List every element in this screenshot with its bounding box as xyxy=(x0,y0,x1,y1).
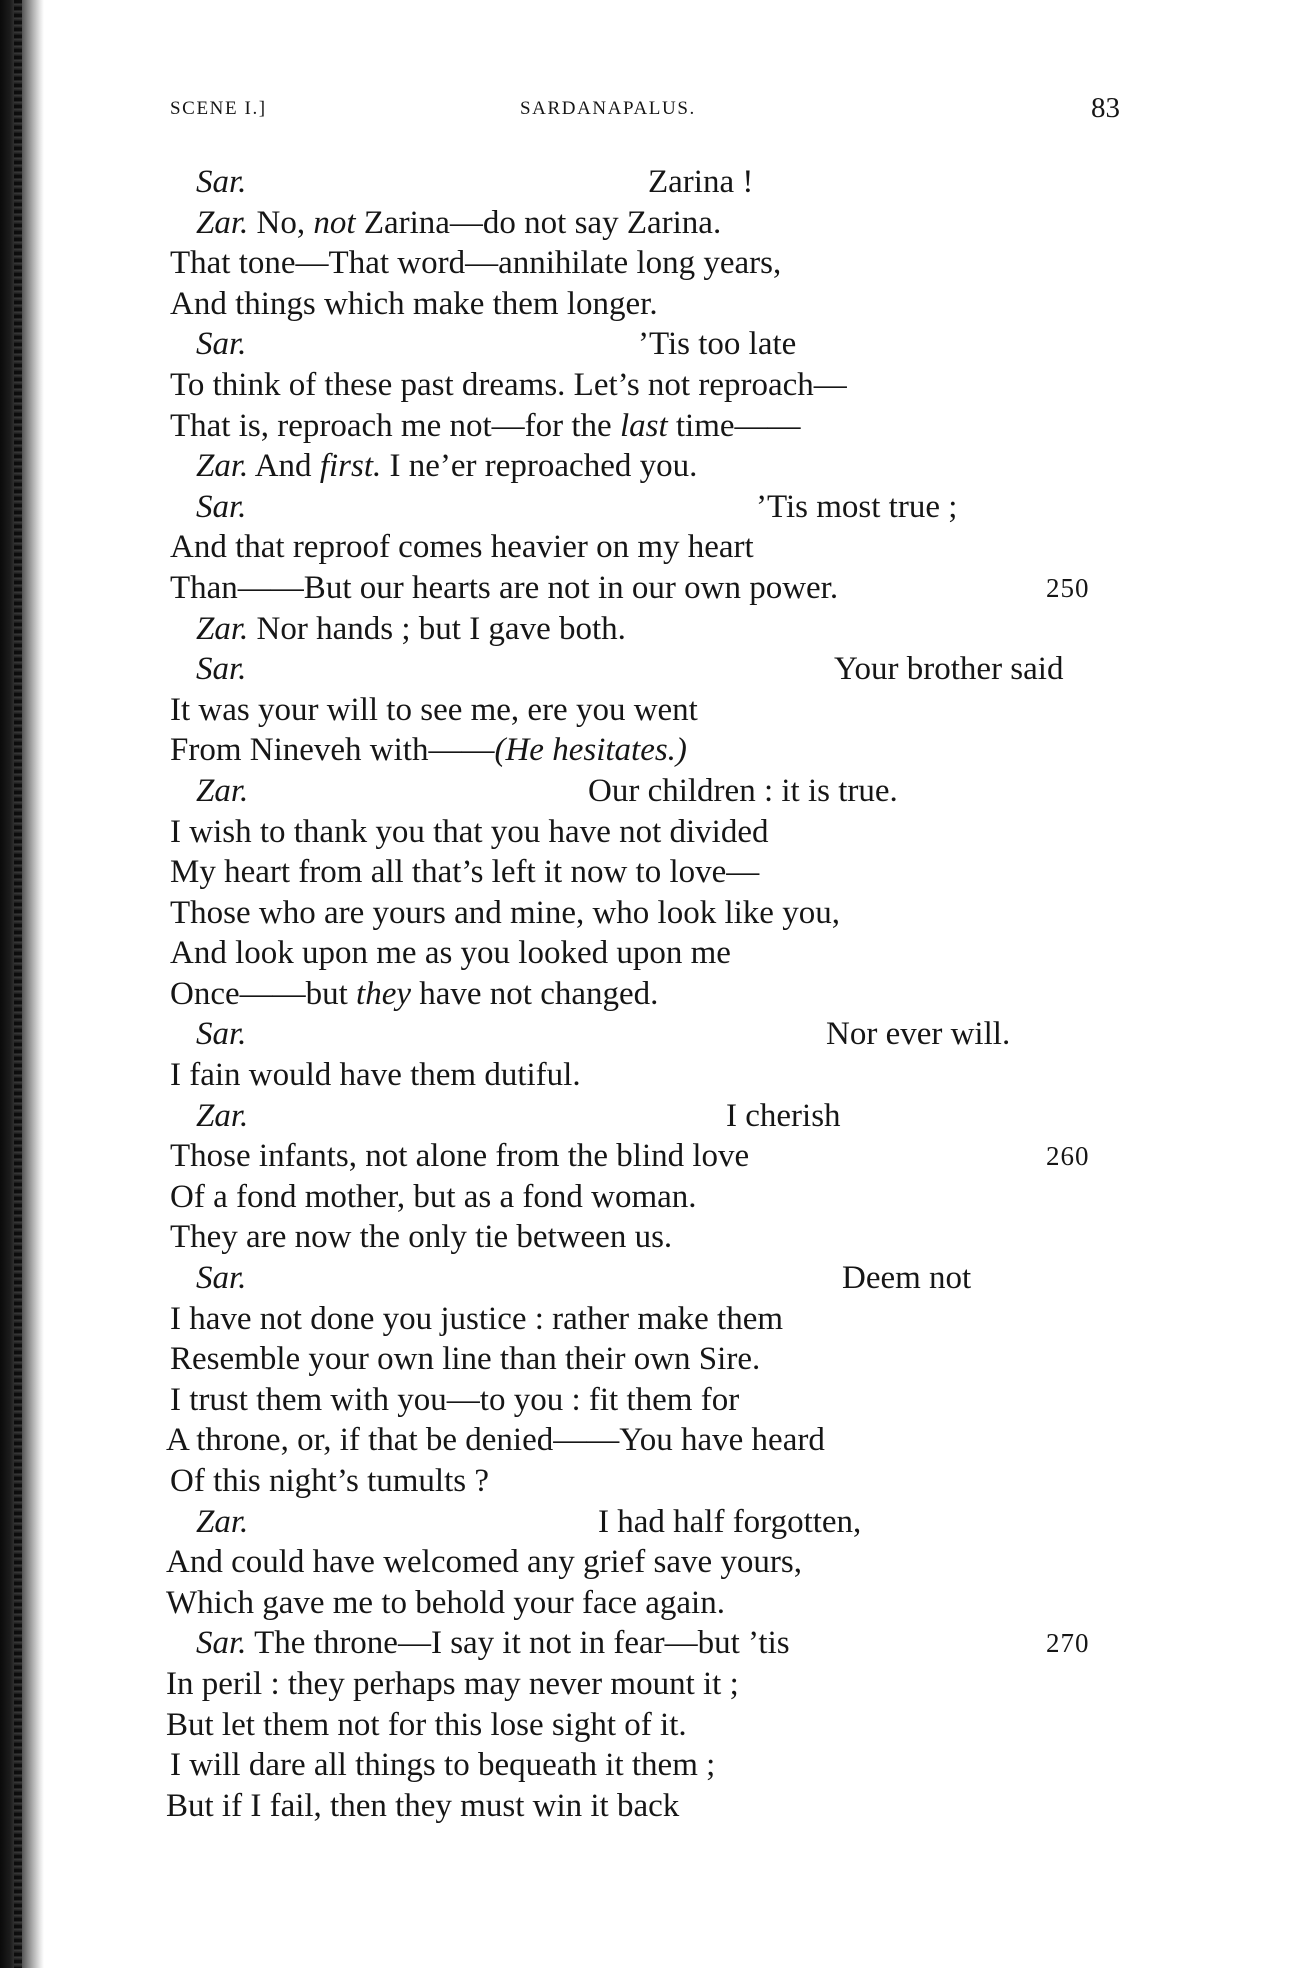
verse-text-group xyxy=(196,446,697,487)
verse-line xyxy=(166,1339,1126,1380)
verse-text: My heart from all that’s left it now to love— xyxy=(170,854,760,891)
verse-text: Than——But our hearts are not in our own power. xyxy=(170,569,839,606)
verse-line xyxy=(166,852,1126,893)
running-title: SARDANAPALUS. xyxy=(520,98,696,119)
verse-line xyxy=(166,284,1126,325)
verse-line xyxy=(166,1705,1126,1746)
verse-line xyxy=(166,406,1126,447)
verse-text: Once——but xyxy=(170,975,357,1012)
verse-line xyxy=(166,324,1126,365)
verse-line xyxy=(166,609,1126,650)
verse-text: A throne, or, if that be denied——You have heard xyxy=(166,1422,825,1459)
speaker-label: Sar. xyxy=(196,1260,247,1297)
verse-text: I trust them with you—to you : fit them for xyxy=(170,1381,740,1418)
speaker-label: Zar. xyxy=(196,772,249,809)
speaker-label: Zar. xyxy=(196,204,249,241)
verse-text-group xyxy=(170,730,687,771)
verse-text: To think of these past dreams. Let’s not reproach— xyxy=(170,366,847,403)
verse-line xyxy=(166,771,1126,812)
verse-text: Deem not xyxy=(842,1260,972,1297)
verse-text: It was your will to see me, ere you went xyxy=(170,691,698,728)
verse-text: Our children : it is true. xyxy=(588,772,898,809)
verse-line xyxy=(166,690,1126,731)
speaker-label: Zar. xyxy=(196,1503,249,1540)
line-number: 270 xyxy=(1046,1628,1090,1659)
verse-line xyxy=(166,1096,1126,1137)
verse-text: Of a fond mother, but as a fond woman. xyxy=(170,1178,697,1215)
verse-line xyxy=(166,1014,1126,1055)
verse-text: I cherish xyxy=(726,1097,841,1134)
speaker-label: Zar. xyxy=(196,1097,249,1134)
verse-text: I fain would have them dutiful. xyxy=(170,1057,581,1094)
verse-line xyxy=(166,568,1126,609)
line-number: 260 xyxy=(1046,1141,1090,1172)
verse-text: I will dare all things to bequeath it them ; xyxy=(170,1747,716,1784)
verse-line xyxy=(166,1177,1126,1218)
verse-text: In peril : they perhaps may never mount it ; xyxy=(166,1665,739,1702)
verse-line xyxy=(166,527,1126,568)
speaker-label: Sar. xyxy=(196,326,247,363)
line-number: 250 xyxy=(1046,572,1090,603)
verse-text: Those who are yours and mine, who look like you, xyxy=(170,894,840,931)
verse-text: Of this night’s tumults ? xyxy=(170,1463,490,1499)
verse-text-group xyxy=(196,203,721,244)
verse-line xyxy=(166,446,1126,487)
verse-line xyxy=(166,1502,1126,1543)
verse-text: I have not done you justice : rather make them xyxy=(170,1300,784,1337)
verse-text: I wish to thank you that you have not divided xyxy=(170,813,769,850)
verse-text: The throne—I say it not in fear—but ’tis xyxy=(246,1625,790,1662)
verse-text: I ne’er reproached you. xyxy=(381,448,698,485)
verse-text-group xyxy=(196,609,626,650)
verse-text: Which gave me to behold your face again. xyxy=(166,1584,725,1621)
verse-line xyxy=(166,933,1126,974)
book-gutter-shadow xyxy=(0,0,44,1968)
verse-line xyxy=(166,812,1126,853)
speaker-label: Zar. xyxy=(196,610,249,647)
verse-line xyxy=(166,162,1126,203)
speaker-label: Zar. xyxy=(196,448,249,485)
speaker-label: Sar. xyxy=(196,651,247,688)
verse-line xyxy=(166,974,1126,1015)
verse-line xyxy=(166,1420,1126,1461)
verse-text: That tone—That word—annihilate long years, xyxy=(170,245,782,282)
verse-line xyxy=(166,1664,1126,1705)
verse-text: Those infants, not alone from the blind love xyxy=(170,1138,750,1175)
verse-line xyxy=(166,365,1126,406)
book-spine-edge xyxy=(14,0,22,1968)
verse-text: But let them not for this lose sight of it. xyxy=(166,1706,687,1743)
verse-line xyxy=(166,730,1126,771)
verse-line xyxy=(166,1380,1126,1421)
emphasis-text: last xyxy=(619,407,668,444)
verse-text-group xyxy=(170,974,658,1015)
verse-text: ’Tis too late xyxy=(638,326,797,363)
emphasis-text: they xyxy=(356,975,412,1012)
verse-text: Nor hands ; but I gave both. xyxy=(248,610,626,647)
verse-text: But if I fail, then they must win it back xyxy=(166,1787,680,1824)
verse-line xyxy=(166,1583,1126,1624)
verse-text: I had half forgotten, xyxy=(598,1503,862,1540)
verse-text: Zarina—do not say Zarina. xyxy=(355,204,722,241)
verse-line xyxy=(166,1258,1126,1299)
verse-line xyxy=(166,1136,1126,1177)
verse-text: have not changed. xyxy=(411,975,659,1012)
verse-text: They are now the only tie between us. xyxy=(170,1219,673,1256)
verse-text: And xyxy=(248,448,320,485)
verse-text: And things which make them longer. xyxy=(170,285,658,322)
scene-label: SCENE I.] xyxy=(170,98,267,119)
verse-line xyxy=(166,487,1126,528)
verse-text: Your brother said xyxy=(834,651,1064,688)
verse-block xyxy=(166,162,1126,1826)
verse-text: That is, reproach me not—for the xyxy=(170,407,620,444)
speaker-label: Sar. xyxy=(196,488,247,525)
page-number: 83 xyxy=(1091,92,1120,124)
verse-line xyxy=(166,1055,1126,1096)
verse-line xyxy=(166,649,1126,690)
emphasis-text: first. xyxy=(319,448,382,485)
verse-line xyxy=(166,243,1126,284)
verse-text: And look upon me as you looked upon me xyxy=(170,935,731,972)
verse-line xyxy=(166,1542,1126,1583)
verse-text: No, xyxy=(248,204,314,241)
verse-line xyxy=(166,1217,1126,1258)
verse-text: Nor ever will. xyxy=(826,1016,1011,1053)
verse-text: From Nineveh with—— xyxy=(170,732,495,769)
verse-line xyxy=(166,1786,1126,1827)
verse-text: time—— xyxy=(667,407,801,444)
verse-line xyxy=(166,203,1126,244)
speaker-label: Sar. xyxy=(196,164,247,200)
speaker-label: Sar. xyxy=(196,1625,247,1662)
verse-line xyxy=(166,893,1126,934)
speaker-label: Sar. xyxy=(196,1016,247,1053)
running-header xyxy=(170,94,1120,126)
verse-text: Zarina ! xyxy=(648,164,754,200)
verse-text-group xyxy=(170,406,801,447)
emphasis-text: not xyxy=(313,204,356,241)
verse-line xyxy=(166,1745,1126,1786)
verse-line xyxy=(166,1461,1126,1502)
stage-direction: (He hesitates.) xyxy=(494,732,687,769)
verse-line xyxy=(166,1623,1126,1664)
verse-text: Resemble your own line than their own Sire. xyxy=(170,1341,761,1378)
verse-text: And could have welcomed any grief save yours, xyxy=(166,1544,802,1581)
verse-text: ’Tis most true ; xyxy=(756,488,958,525)
verse-text-group xyxy=(196,1623,790,1664)
verse-line xyxy=(166,1299,1126,1340)
verse-text: And that reproof comes heavier on my heart xyxy=(170,529,754,566)
